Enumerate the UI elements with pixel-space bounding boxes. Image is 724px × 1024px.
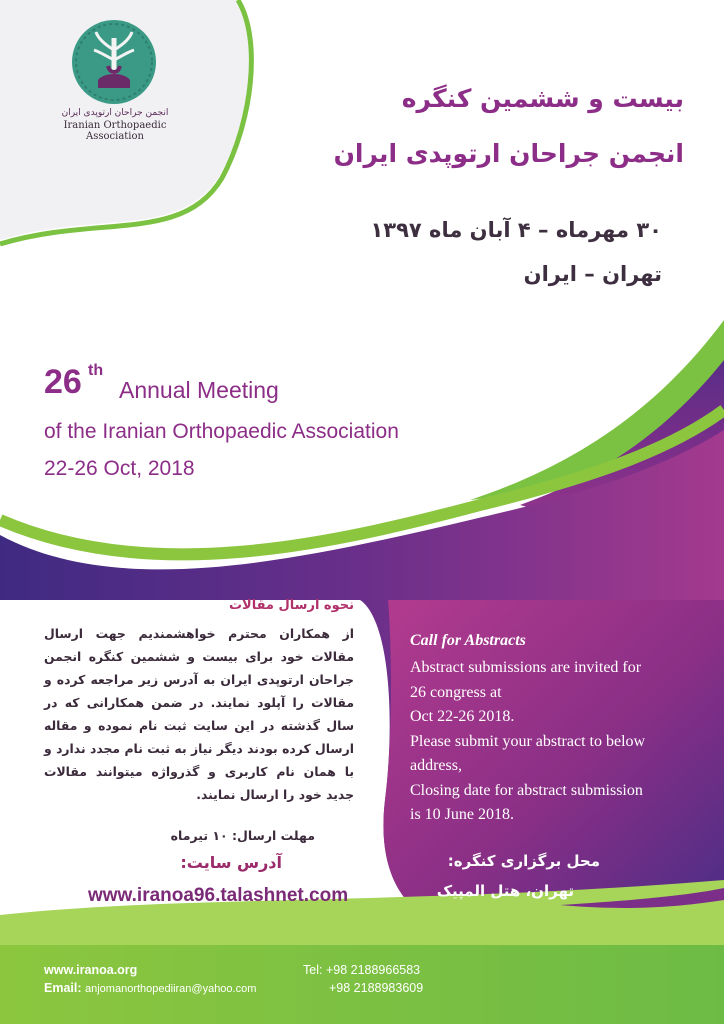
call-for-abstracts-body	[410, 656, 710, 828]
submission-website-link[interactable]: www.iranoa96.talashnet.com	[88, 885, 349, 906]
submission-deadline: مهلت ارسال: ۱۰ تیرماه	[170, 828, 315, 843]
email-label: Email:	[44, 981, 82, 995]
meeting-number-suffix: th	[88, 362, 104, 379]
logo-persian-name: انجمن جراحان ارتوپدی ایران	[61, 108, 169, 118]
meeting-number: 26	[44, 363, 82, 401]
persian-title-line2: انجمن جراحان ارتوپدی ایران	[333, 139, 684, 168]
email-address-link[interactable]: anjomanorthopediiran@yahoo.com	[85, 983, 257, 995]
tel-number-1: +98 2188966583	[325, 963, 421, 977]
submission-paragraph: از همکاران محترم خواهشمندیم جهت ارسال مقالات خود برای بیست و ششمین کنگره انجمن جراحان ارتوپدی ایران به آدرس زیر مراجعه کرده و مقالات را آپلود نمایند. در ضمن همکارانی که در سال گذشته در این سایت ثبت نام نموده و مقاله ارسال کرده بودند دیگر نیاز به ثبت نام مجدد ندارد و با همان نام کاربری و گذرواژه میتوانند مقالات جدید خود را ارسال نمایند.	[44, 626, 354, 802]
cfa-line: Closing date for abstract submission	[410, 781, 643, 799]
meeting-title-line1: Annual Meeting	[119, 377, 279, 403]
website-label: آدرس سایت:	[180, 853, 282, 872]
venue-label: محل برگزاری کنگره:	[447, 852, 600, 870]
logo-english-line2: Association	[86, 131, 144, 142]
call-for-abstracts-title: Call for Abstracts	[410, 632, 526, 649]
meeting-title-line2: of the Iranian Orthopaedic Association	[44, 420, 399, 443]
persian-date: ۳۰ مهرماه – ۴ آبان ماه ۱۳۹۷	[370, 218, 662, 242]
cfa-line: Oct 22-26 2018.	[410, 708, 515, 725]
persian-title-line1: بیست و ششمین کنگره	[401, 84, 684, 113]
cfa-line: address,	[410, 757, 462, 774]
footer-email	[44, 981, 256, 995]
tel-label: Tel:	[303, 963, 323, 977]
tree-hand-emblem-icon	[68, 16, 160, 108]
persian-city: تهران – ایران	[523, 262, 662, 286]
cfa-line: is 10 June 2018.	[410, 806, 514, 823]
footer-website-link[interactable]: www.iranoa.org	[44, 963, 138, 977]
cfa-line: Please submit your abstract to below	[410, 732, 646, 750]
meeting-dates: 22-26 Oct, 2018	[44, 457, 195, 480]
cfa-line: Abstract submissions are invited for	[410, 659, 642, 676]
submission-heading: نحوه ارسال مقالات	[228, 598, 354, 613]
footer-tel1	[303, 963, 420, 977]
tel-number-2: +98 2188983609	[329, 981, 424, 995]
venue-value: تهران، هتل المپیک	[436, 882, 574, 900]
logo-english-line1: Iranian Orthopaedic	[63, 120, 167, 131]
cfa-line: 26 congress at	[410, 683, 502, 701]
